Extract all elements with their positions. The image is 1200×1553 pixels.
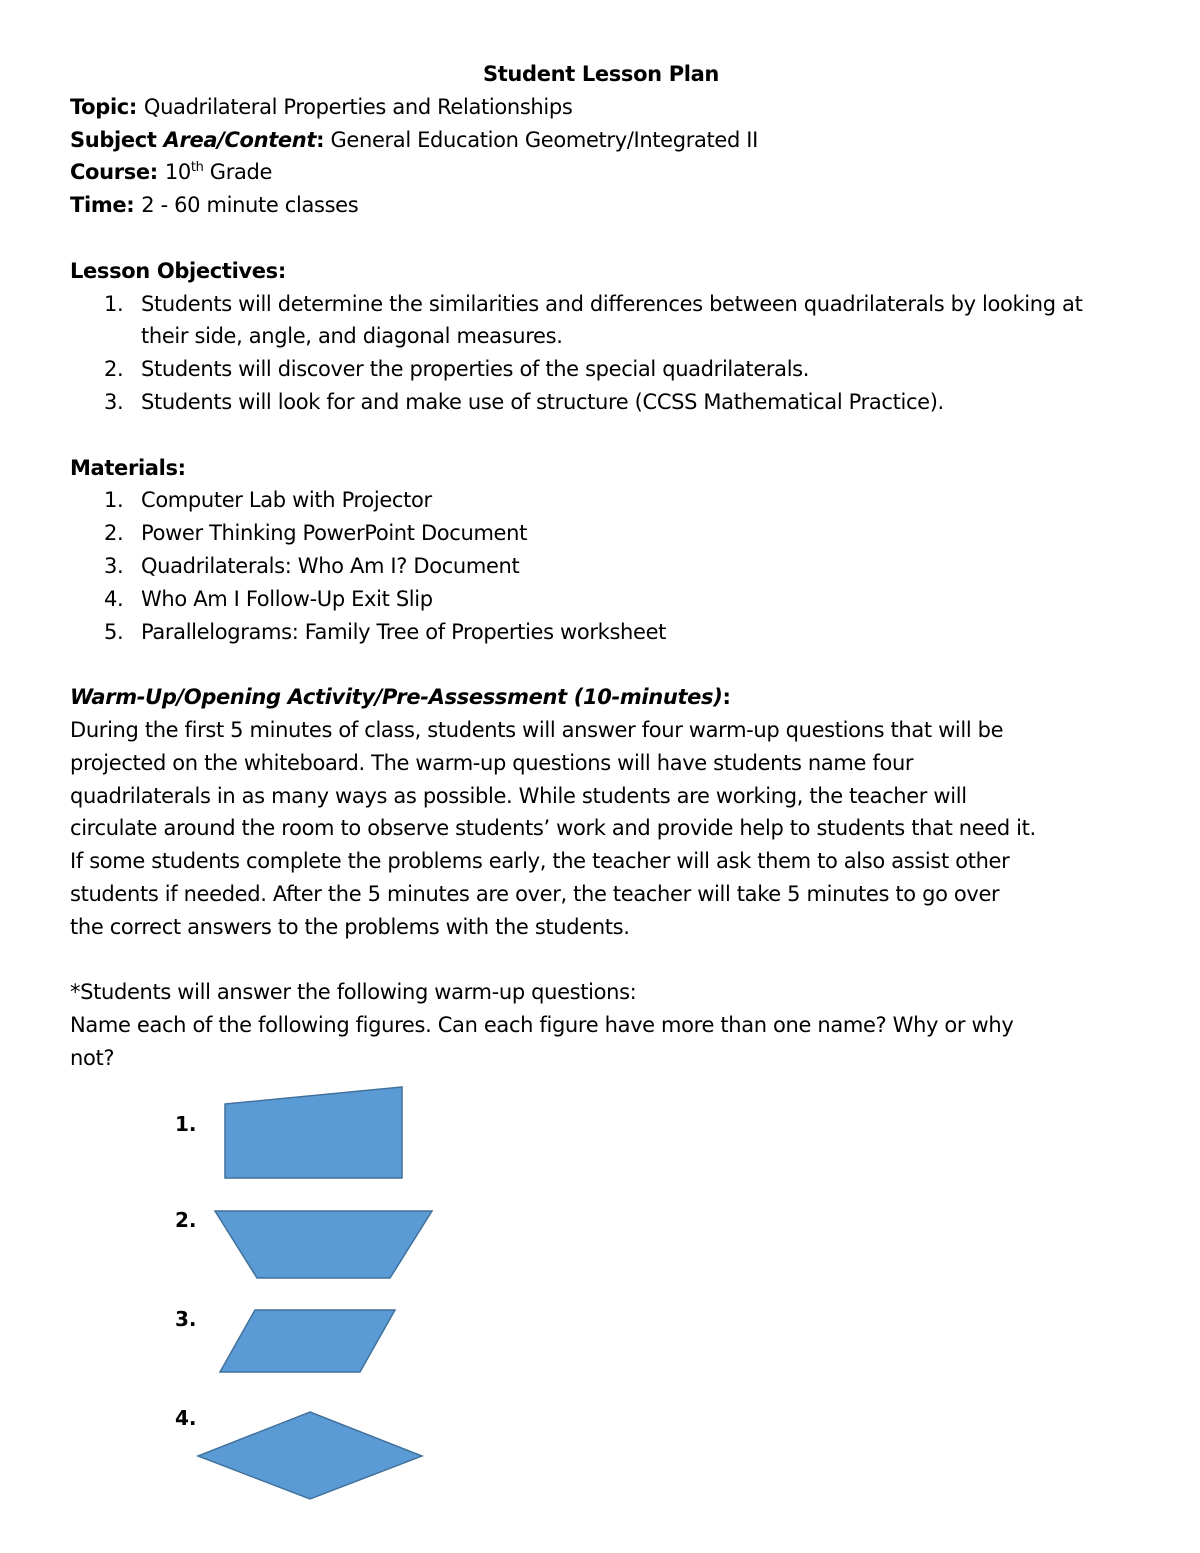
warmup-intro: *Students will answer the following warm-up questions: <box>70 980 637 1005</box>
materials-heading: Materials: <box>70 455 186 480</box>
list-item: 1. Computer Lab with Projector <box>104 488 432 513</box>
course-label: Course <box>70 160 150 185</box>
list-item: 5. Parallelograms: Family Tree of Properties worksheet <box>104 619 667 644</box>
list-item: 1. Students will determine the similarities and differences between quadrilaterals by looking at their side, angle, and diagonal measures. <box>104 291 1083 349</box>
list-item: 2. Students will discover the properties of the special quadrilaterals. <box>104 357 810 382</box>
figure-label-1: 1. <box>175 1112 197 1136</box>
subject-label: Subject Area/Content: <box>70 127 325 152</box>
figure-label-4: 4. <box>175 1406 197 1430</box>
course-line: Course: 10th Grade <box>70 160 273 185</box>
figure-1-trapezoid <box>225 1087 402 1178</box>
list-item: 3. Quadrilaterals: Who Am I? Document <box>104 553 520 578</box>
topic-label: Topic <box>70 94 129 119</box>
list-item: 3. Students will look for and make use of structure (CCSS Mathematical Practice). <box>104 389 944 414</box>
list-item: 2. Power Thinking PowerPoint Document <box>104 521 527 546</box>
objectives-heading: Lesson Objectives: <box>70 258 286 283</box>
figure-3-parallelogram <box>220 1310 395 1372</box>
warmup-paragraph: During the first 5 minutes of class, students will answer four warm-up questions that will be projected on the whiteboard. The warm-up questions will have students name four quadrilaterals in as many ways as possible. While students are working, the teacher will circulate around the room to observe students’ work and provide help to students that need it. If some students complete the problems early, the teacher will ask them to also assist other students if needed. After the 5 minutes are over, the teacher will take 5 minutes to go over the correct answers to the problems with the students. <box>70 717 1036 939</box>
time-line: Time: 2 - 60 minute classes <box>70 193 359 218</box>
figure-label-2: 2. <box>175 1208 197 1232</box>
topic-line: Topic: Quadrilateral Properties and Relationships <box>70 94 573 119</box>
figure-4-rhombus <box>198 1412 422 1499</box>
time-value: 2 - 60 minute classes <box>141 193 359 218</box>
subject-value: General Education Geometry/Integrated II <box>330 127 758 152</box>
warmup-heading: Warm-Up/Opening Activity/Pre-Assessment (10-minutes): <box>70 685 731 710</box>
course-value: 10th Grade <box>164 160 273 185</box>
list-item: 4. Who Am I Follow-Up Exit Slip <box>104 586 433 611</box>
warmup-question: Name each of the following figures. Can each figure have more than one name? Why or why not? <box>70 1013 1014 1070</box>
figure-label-3: 3. <box>175 1307 197 1331</box>
page-title: Student Lesson Plan <box>482 62 720 86</box>
time-label: Time <box>70 193 127 218</box>
topic-value: Quadrilateral Properties and Relationships <box>143 94 573 119</box>
figure-2-isosceles-trapezoid <box>215 1211 432 1278</box>
